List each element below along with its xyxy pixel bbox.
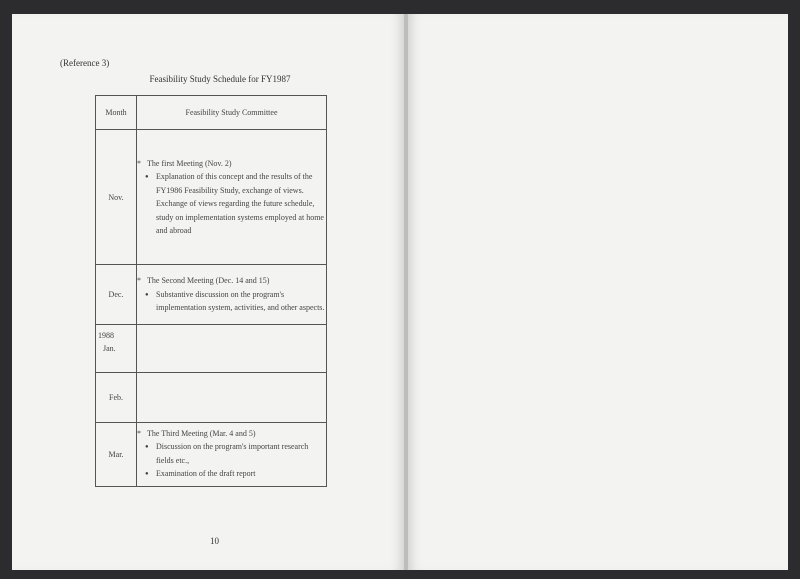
bullet-text: Examination of the draft report bbox=[156, 469, 256, 478]
committee-cell bbox=[137, 373, 327, 423]
right-page-blank bbox=[408, 14, 788, 570]
bullet-text: Substantive discussion on the program's implementation system, activities, and other aspects. bbox=[156, 289, 325, 313]
year-label: 1988 bbox=[98, 331, 114, 340]
table-header-row bbox=[96, 96, 327, 130]
page-number: 10 bbox=[210, 536, 219, 546]
table-row bbox=[96, 423, 327, 487]
month-cell bbox=[96, 325, 137, 373]
star-marker: * bbox=[137, 276, 141, 286]
bullet-item bbox=[137, 288, 326, 315]
bullet-text: Discussion on the program's important research fields etc., bbox=[156, 442, 309, 465]
table-row bbox=[96, 373, 327, 423]
table-row bbox=[96, 325, 327, 373]
bullet-text: Explanation of this concept and the results of the FY1986 Feasibility Study, exchange of views. bbox=[156, 172, 313, 195]
committee-cell bbox=[137, 325, 327, 373]
star-marker: * bbox=[137, 428, 141, 438]
document-title: Feasibility Study Schedule for FY1987 bbox=[149, 74, 291, 84]
meeting-text: The first Meeting (Nov. 2) bbox=[147, 158, 232, 168]
bullet-icon bbox=[145, 467, 156, 483]
bullet-item bbox=[137, 440, 326, 467]
bullet-icon bbox=[145, 170, 156, 197]
committee-cell bbox=[137, 130, 327, 265]
header-committee: Feasibility Study Committee bbox=[137, 96, 327, 130]
month-cell: Nov. bbox=[96, 130, 137, 265]
meeting-line bbox=[137, 274, 326, 288]
committee-cell bbox=[137, 265, 327, 325]
reference-label: (Reference 3) bbox=[60, 58, 110, 68]
schedule-table bbox=[95, 95, 327, 487]
header-month: Month bbox=[96, 96, 137, 130]
month-cell: Dec. bbox=[96, 265, 137, 325]
document-spread bbox=[12, 14, 788, 570]
bullet-icon bbox=[145, 288, 156, 315]
table-row bbox=[96, 130, 327, 265]
meeting-text: The Third Meeting (Mar. 4 and 5) bbox=[147, 428, 256, 438]
meeting-text: The Second Meeting (Dec. 14 and 15) bbox=[147, 276, 270, 286]
extra-text: Exchange of views regarding the future schedule, study on implementation systems employed at home and abroad bbox=[156, 199, 324, 235]
meeting-line bbox=[137, 157, 326, 171]
meeting-line bbox=[137, 427, 326, 441]
bullet-item bbox=[137, 170, 326, 197]
month-cell: Mar. bbox=[96, 423, 137, 487]
left-page bbox=[12, 14, 404, 570]
committee-cell bbox=[137, 423, 327, 487]
month-label: Jan. bbox=[103, 344, 116, 353]
bullet-icon bbox=[145, 440, 156, 467]
month-cell: Feb. bbox=[96, 373, 137, 423]
bullet-item bbox=[137, 467, 326, 483]
star-marker: * bbox=[137, 158, 141, 168]
table-row bbox=[96, 265, 327, 325]
